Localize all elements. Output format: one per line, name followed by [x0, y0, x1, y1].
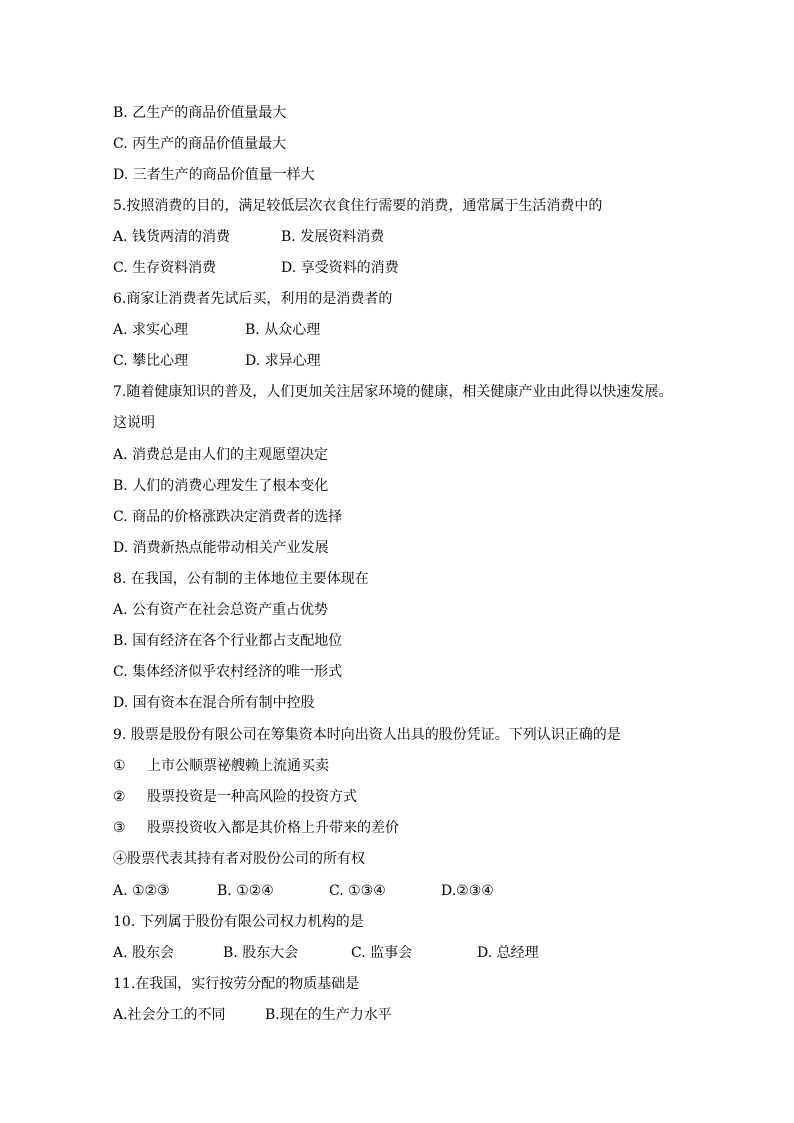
option-d: D. 总经理 — [477, 945, 539, 961]
question-7-continued: 这说明 — [113, 415, 155, 431]
statement-text: 股票投资收入都是其价格上升带来的差价 — [147, 820, 399, 836]
statement-text: 股票投资是一种高风险的投资方式 — [147, 789, 357, 805]
option-d: D. 消费新热点能带动相关产业发展 — [113, 540, 329, 556]
question-6: 6.商家让消费者先试后买，利用的是消费者的 — [113, 291, 393, 307]
option-d: D. 求异心理 — [245, 353, 321, 369]
option-a: A. 求实心理 — [113, 322, 189, 338]
option-c-text: C. 丙生产的商品价值量最大 — [113, 136, 287, 152]
option-b: B. 发展资料消费 — [281, 229, 385, 245]
option-a: A. 钱货两清的消费 — [113, 229, 231, 245]
option-c: C. 攀比心理 — [113, 353, 189, 369]
statement-number: ② — [113, 789, 126, 805]
option-d: D.②③④ — [441, 883, 494, 899]
option-c: C. 集体经济似乎农村经济的唯一形式 — [113, 664, 343, 680]
question-10: 10. 下列属于股份有限公司权力机构的是 — [113, 914, 364, 930]
option-d-text: D. 三者生产的商品价值量一样大 — [113, 167, 315, 183]
option-a: A. ①②③ — [113, 883, 170, 899]
option-b: B. 人们的消费心理发生了根本变化 — [113, 478, 329, 494]
option-d: D. 国有资本在混合所有制中控股 — [113, 695, 315, 711]
option-d: D. 享受资料的消费 — [281, 260, 399, 276]
question-7: 7.随着健康知识的普及，人们更加关注居家环境的健康，相关健康产业由此得以快速发展。 — [113, 384, 673, 400]
option-c: C. 商品的价格涨跌决定消费者的选择 — [113, 509, 343, 525]
statement-text: 上市公顺票祕艘赖上流通买卖 — [147, 758, 329, 774]
question-5: 5.按照消费的目的，满足较低层次衣食住行需要的消费，通常属于生活消费中的 — [113, 198, 603, 214]
option-b: B.现在的生产力水平 — [265, 1007, 392, 1023]
option-c: C. ①③④ — [329, 883, 386, 899]
option-a: A. 股东会 — [113, 945, 175, 961]
option-c: C. 生存资料消费 — [113, 260, 217, 276]
question-9: 9. 股票是股份有限公司在筹集资本时向出资人出具的股份凭证。下列认识正确的是 — [113, 727, 621, 743]
question-8: 8. 在我国，公有制的主体地位主要体现在 — [113, 571, 369, 587]
option-b: B. ①②④ — [217, 883, 274, 899]
option-a: A.社会分工的不同 — [113, 1007, 226, 1023]
statement-number: ③ — [113, 820, 126, 836]
option-a: A. 公有资产在社会总资产重占优势 — [113, 602, 329, 618]
question-11-options — [113, 1006, 392, 1078]
option-b: B. 国有经济在各个行业都占支配地位 — [113, 633, 343, 649]
option-b: B. 股东大会 — [223, 945, 299, 961]
statement-4: ④股票代表其持有者对股份公司的所有权 — [113, 851, 365, 867]
question-11: 11.在我国，实行按劳分配的物质基础是 — [113, 976, 360, 992]
option-c: C. 监事会 — [351, 945, 413, 961]
statement-number: ① — [113, 758, 126, 774]
option-b-text: B. 乙生产的商品价值量最大 — [113, 105, 287, 121]
option-b: B. 从众心理 — [245, 322, 321, 338]
option-a: A. 消费总是由人们的主观愿望决定 — [113, 447, 329, 463]
